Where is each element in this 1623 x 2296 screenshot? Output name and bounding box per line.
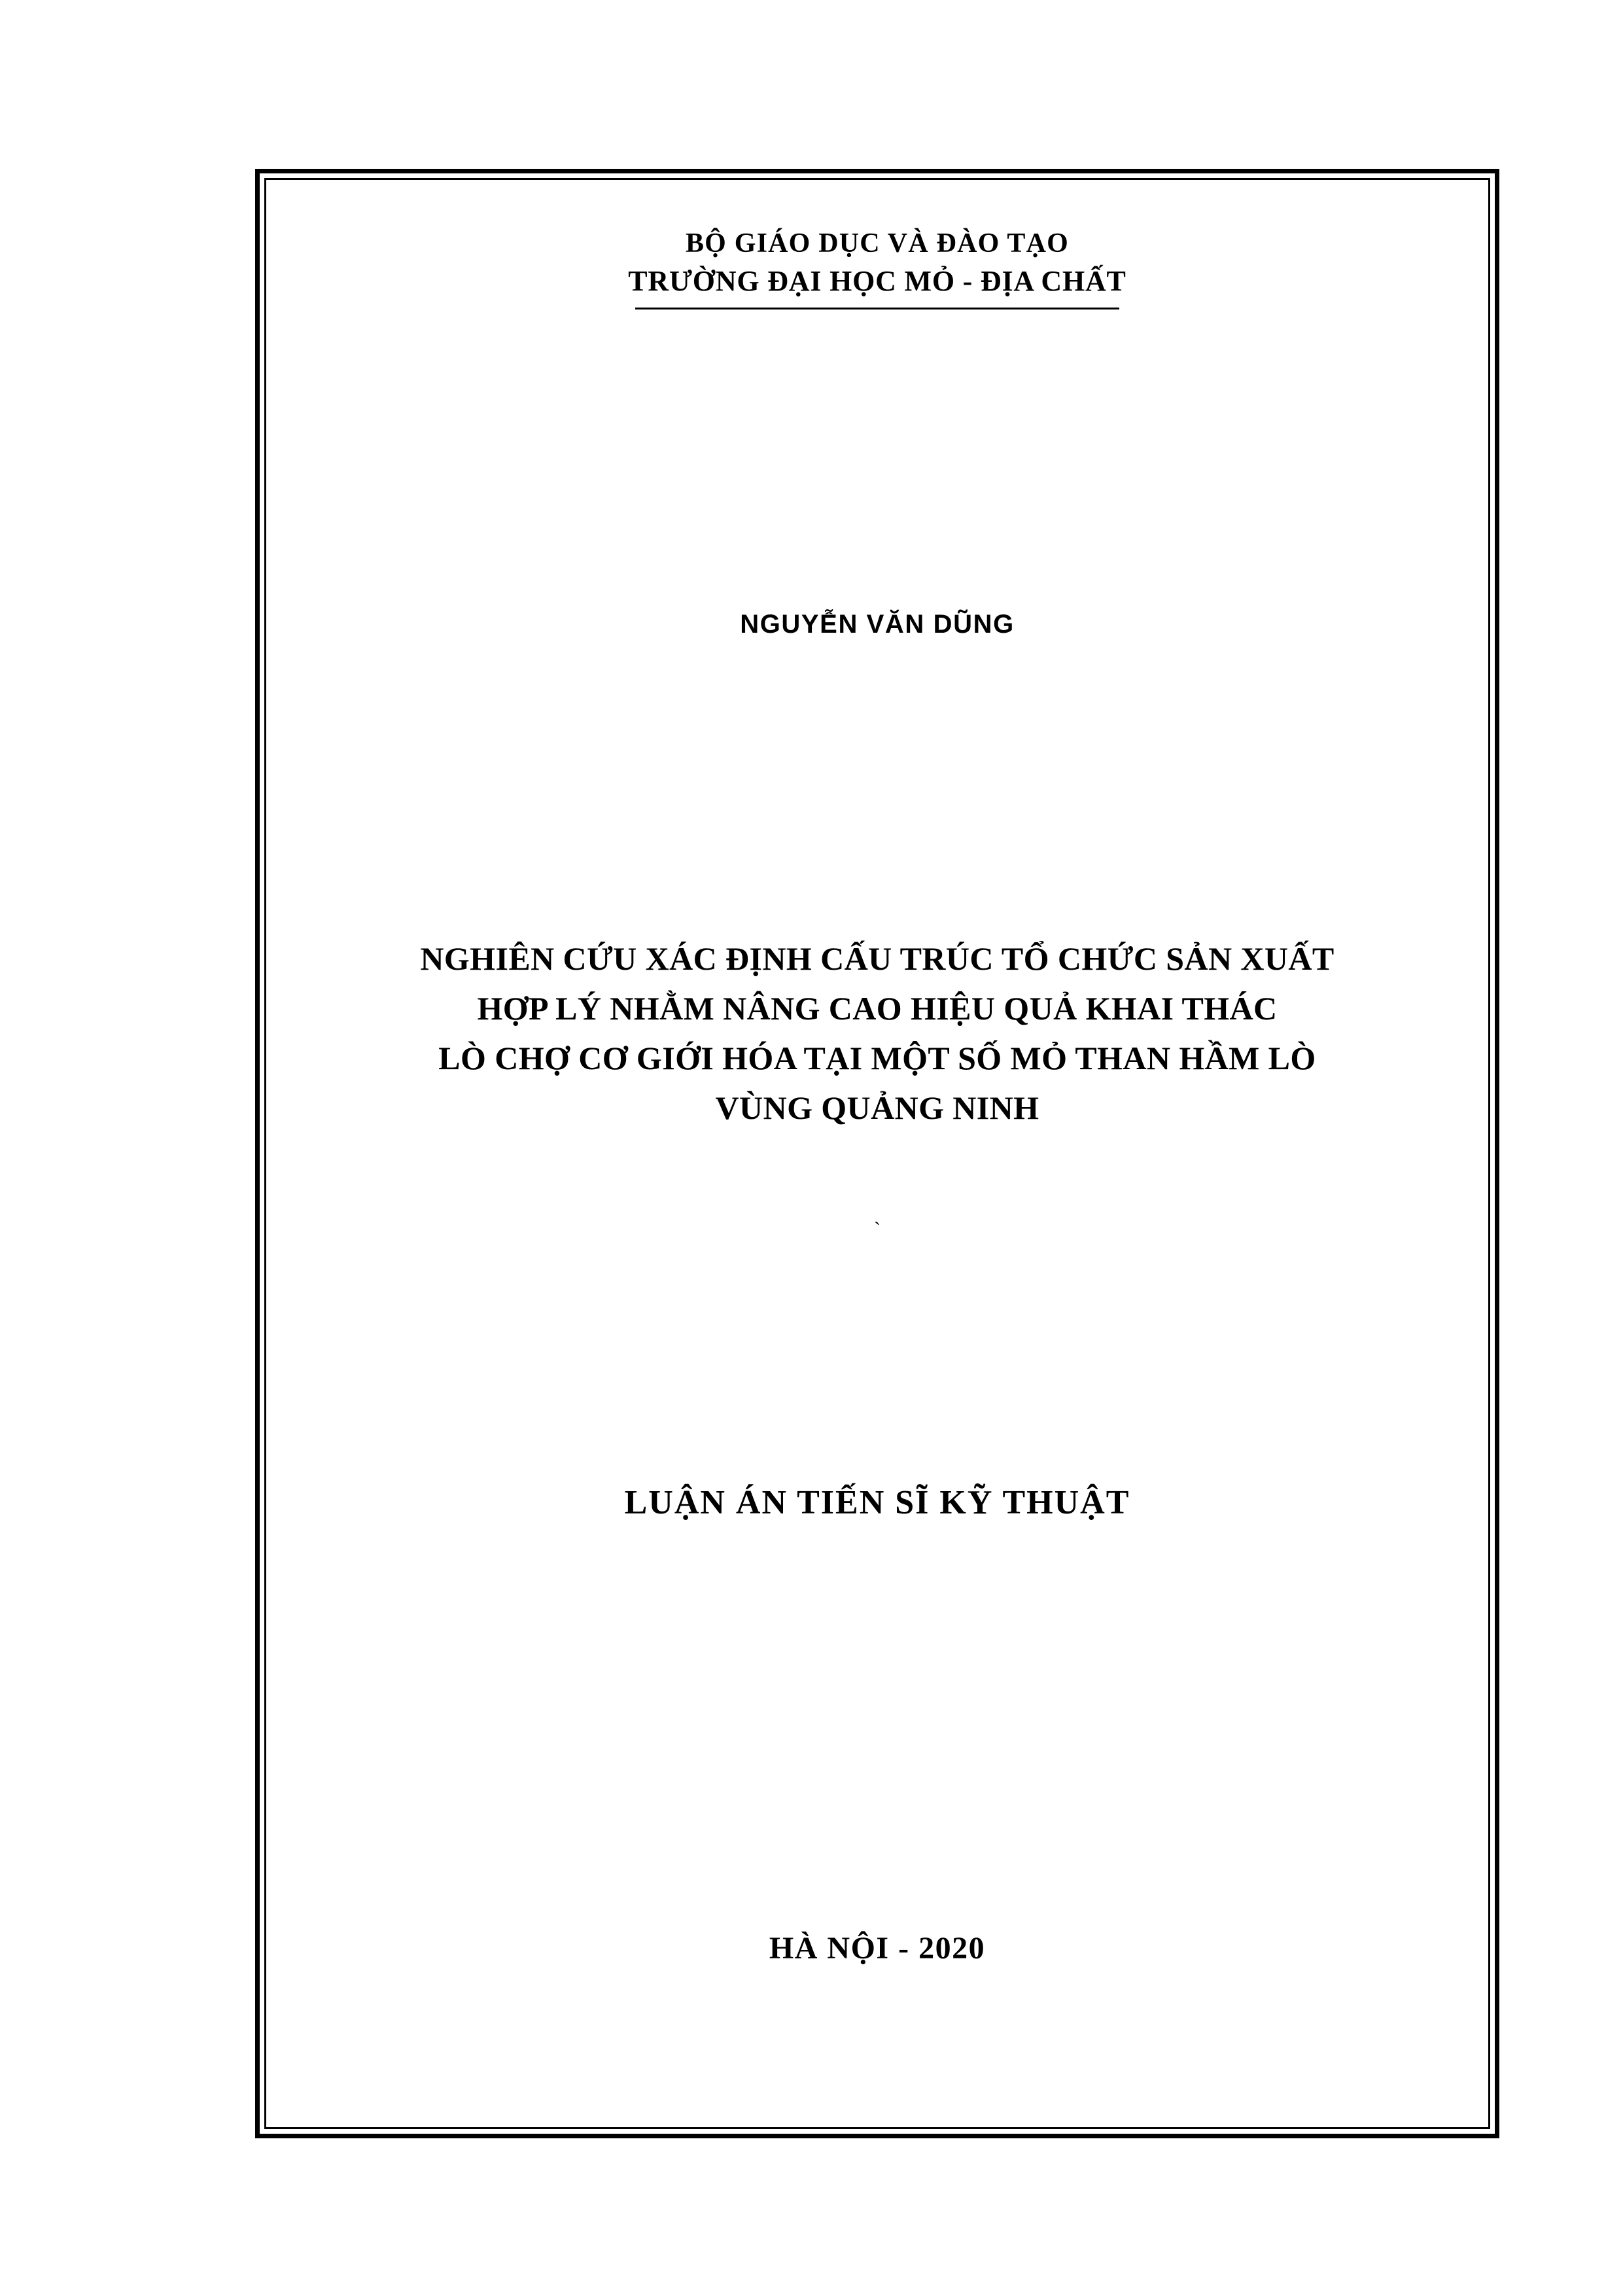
thesis-title-line: HỢP LÝ NHẰM NÂNG CAO HIỆU QUẢ KHAI THÁC xyxy=(477,990,1278,1027)
university-underline xyxy=(635,308,1119,309)
thesis-title-line: LÒ CHỢ CƠ GIỚI HÓA TẠI MỘT SỐ MỎ THAN HẦM LÒ xyxy=(438,1040,1316,1076)
cover-content xyxy=(264,178,1490,2129)
place-and-year: HÀ NỘI - 2020 xyxy=(769,1931,986,1966)
thesis-title-line: VÙNG QUẢNG NINH xyxy=(715,1089,1039,1126)
thesis-title-line: NGHIÊN CỨU XÁC ĐỊNH CẤU TRÚC TỔ CHỨC SẢN XUẤT xyxy=(420,940,1335,977)
university-heading: TRƯỜNG ĐẠI HỌC MỎ - ĐỊA CHẤT xyxy=(628,265,1126,297)
stray-tick-mark: ` xyxy=(874,1218,881,1240)
degree-label: LUẬN ÁN TIẾN SĨ KỸ THUẬT xyxy=(624,1484,1130,1521)
thesis-title xyxy=(264,934,1490,1133)
ministry-heading: BỘ GIÁO DỤC VÀ ĐÀO TẠO xyxy=(685,228,1070,258)
author-name: NGUYỄN VĂN DŨNG xyxy=(740,610,1015,639)
